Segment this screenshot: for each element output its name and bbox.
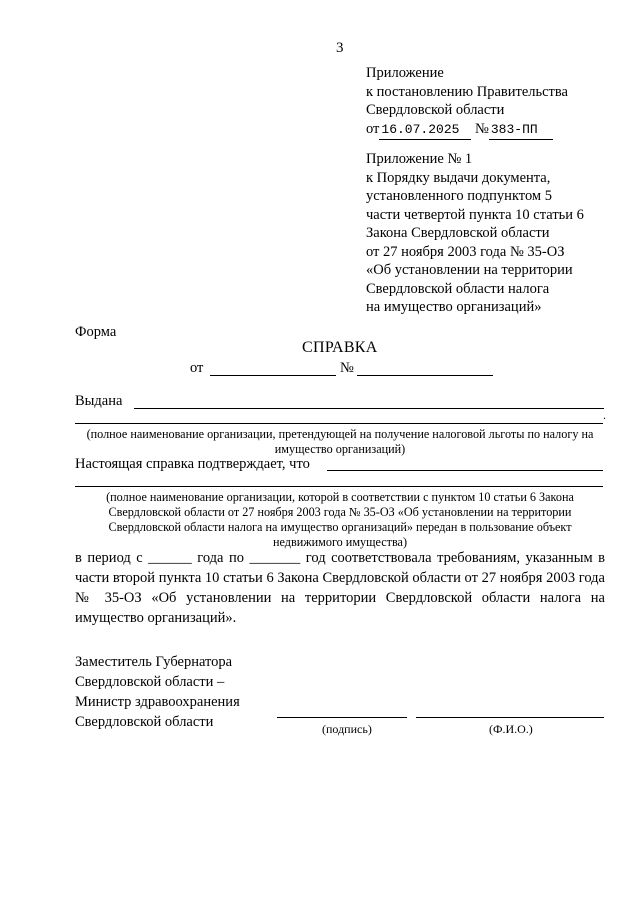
signer-block — [75, 652, 240, 732]
document-title: СПРАВКА — [302, 339, 378, 356]
appendix1-line: Приложение № 1 — [366, 151, 473, 167]
confirm-blank-1 — [327, 470, 603, 471]
signer-line: Министр здравоохранения — [75, 694, 240, 710]
appendix1-line: Свердловской области налога — [366, 280, 550, 297]
number-label: № — [340, 360, 354, 376]
issued-blank-1 — [134, 408, 604, 409]
appendix-date-line — [366, 120, 568, 141]
body-text: в период с ______ года по _______ год соответствовала требованиям, указанным в части второй пункта 10 статьи 6 Закона Свердловской области от 27 ноября 2003 года № 35-ОЗ «Об установлении на территории Свердловской области налога на имущество организаций». — [75, 550, 605, 626]
appendix1-line: Закона Свердловской области — [366, 225, 550, 241]
number-blank — [357, 375, 493, 376]
resolution-date: 16.07.2025 — [379, 121, 471, 141]
date-blank — [210, 375, 336, 376]
name-label: (Ф.И.О.) — [489, 722, 533, 736]
appendix-line: к постановлению Правительства — [366, 83, 568, 100]
form-label: Форма — [75, 324, 117, 340]
issued-blank-2 — [75, 423, 603, 424]
appendix1-line: к Порядку выдачи документа, — [366, 169, 551, 186]
issued-label: Выдана — [75, 393, 123, 409]
signature-blank — [277, 717, 407, 718]
appendix-line: Приложение — [366, 65, 444, 81]
signer-line: Заместитель Губернатора — [75, 654, 233, 670]
signer-line: Свердловской области — [75, 714, 214, 730]
appendix1-header — [366, 150, 584, 317]
page-number: 3 — [336, 40, 344, 56]
name-blank — [416, 717, 604, 718]
appendix-line: Свердловской области — [366, 102, 505, 118]
signer-line: Свердловской области – — [75, 674, 225, 690]
from-label: от — [190, 360, 204, 376]
resolution-number: 383-ПП — [489, 121, 553, 141]
appendix1-line: части четвертой пункта 10 статьи 6 — [366, 206, 584, 223]
date-prefix: от — [366, 120, 380, 137]
appendix1-line: «Об установлении на территории — [366, 262, 573, 278]
signature-label: (подпись) — [322, 722, 372, 736]
appendix-header — [366, 64, 568, 140]
number-prefix: № — [475, 120, 489, 137]
issued-dot: . — [603, 408, 606, 422]
appendix1-line: установленного подпунктом 5 — [366, 188, 552, 204]
appendix1-line: на имущество организаций» — [366, 299, 542, 315]
confirm-label: Настоящая справка подтверждает, что — [75, 456, 310, 472]
issued-note: (полное наименование организации, претендующей на получение налоговой льготы по налогу на имущество организаций) — [86, 427, 594, 456]
confirm-blank-2 — [75, 486, 603, 487]
appendix1-line: от 27 ноября 2003 года № 35-ОЗ — [366, 243, 565, 260]
confirm-note: (полное наименование организации, которой в соответствии с пунктом 10 статьи 6 Закона Свердловской области от 27 ноября 2003 года № 35-ОЗ «Об установлении на территории Свердловской области налога на имущество организаций» передан в пользование объект недвижимого имущества) — [106, 490, 574, 549]
